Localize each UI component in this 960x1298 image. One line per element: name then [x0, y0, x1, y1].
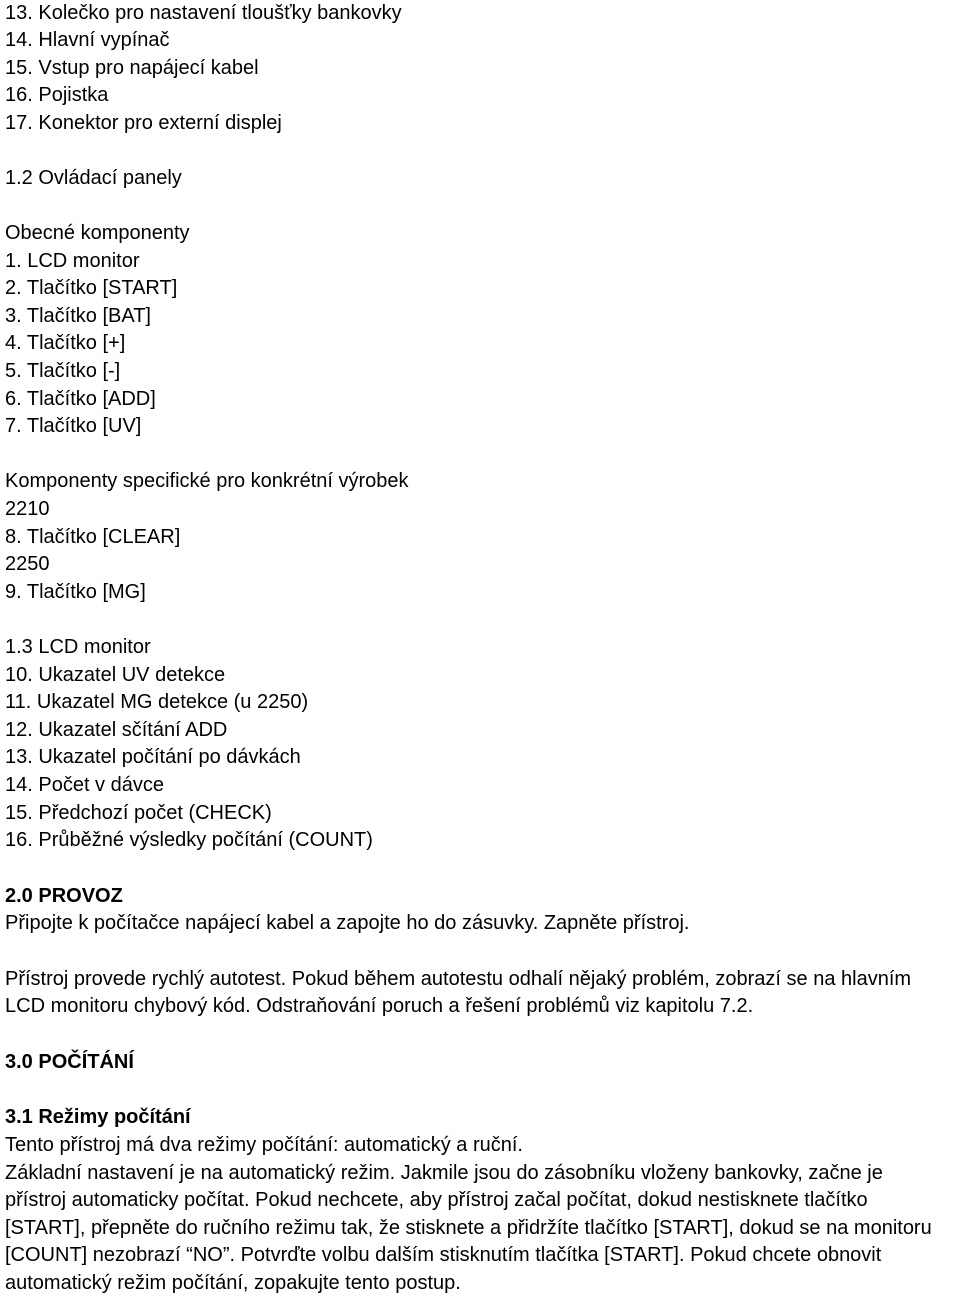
list-item: 16. Průběžné výsledky počítání (COUNT) — [5, 829, 373, 851]
list-item: 5. Tlačítko [-] — [5, 360, 121, 382]
section-heading-3-0: 3.0 POČÍTÁNÍ — [5, 1051, 134, 1073]
list-item: 13. Ukazatel počítání po dávkách — [5, 746, 301, 768]
paragraph-line: LCD monitoru chybový kód. Odstraňování poruch a řešení problémů viz kapitolu 7.2. — [5, 995, 754, 1017]
list-item: 8. Tlačítko [CLEAR] — [5, 526, 181, 548]
list-item: 14. Počet v dávce — [5, 774, 164, 796]
general-components-heading: Obecné komponenty — [5, 222, 190, 244]
list-item: 15. Vstup pro napájecí kabel — [5, 57, 259, 79]
list-item: 9. Tlačítko [MG] — [5, 581, 146, 603]
model-label: 2250 — [5, 553, 50, 575]
list-item: 2. Tlačítko [START] — [5, 277, 178, 299]
paragraph: Tento přístroj má dva režimy počítání: automatický a ruční. — [5, 1134, 523, 1156]
paragraph-line: Základní nastavení je na automatický režim. Jakmile jsou do zásobníku vloženy bankovky, začne je — [5, 1162, 883, 1184]
list-item: 16. Pojistka — [5, 84, 109, 106]
list-item: 15. Předchozí počet (CHECK) — [5, 802, 272, 824]
list-item: 3. Tlačítko [BAT] — [5, 305, 151, 327]
list-item: 12. Ukazatel sčítání ADD — [5, 719, 228, 741]
section-heading-3-1: 3.1 Režimy počítání — [5, 1106, 191, 1128]
section-heading-1-3: 1.3 LCD monitor — [5, 636, 151, 658]
paragraph-line: [START], přepněte do ručního režimu tak, že stisknete a přidržíte tlačítko [START], dokud se na monitoru — [5, 1217, 932, 1239]
list-item: 13. Kolečko pro nastavení tloušťky bankovky — [5, 2, 402, 24]
list-item: 7. Tlačítko [UV] — [5, 415, 142, 437]
list-item: 17. Konektor pro externí displej — [5, 112, 282, 134]
paragraph-line: Přístroj provede rychlý autotest. Pokud během autotestu odhalí nějaký problém, zobrazí se na hlavním — [5, 968, 912, 990]
list-item: 4. Tlačítko [+] — [5, 332, 126, 354]
paragraph-line: [COUNT] nezobrazí “NO”. Potvrďte volbu dalším stisknutím tlačítka [START]. Pokud chcete obnovit — [5, 1244, 882, 1266]
list-item: 14. Hlavní vypínač — [5, 29, 170, 51]
paragraph-line: automatický režim počítání, zopakujte tento postup. — [5, 1272, 461, 1294]
section-heading-2-0: 2.0 PROVOZ — [5, 885, 123, 907]
model-label: 2210 — [5, 498, 50, 520]
list-item: 10. Ukazatel UV detekce — [5, 664, 226, 686]
section-heading-1-2: 1.2 Ovládací panely — [5, 167, 182, 189]
list-item: 6. Tlačítko [ADD] — [5, 388, 156, 410]
list-item: 11. Ukazatel MG detekce (u 2250) — [5, 691, 309, 713]
paragraph: Připojte k počítačce napájecí kabel a zapojte ho do zásuvky. Zapněte přístroj. — [5, 912, 690, 934]
specific-components-heading: Komponenty specifické pro konkrétní výrobek — [5, 470, 409, 492]
paragraph-line: přístroj automaticky počítat. Pokud nechcete, aby přístroj začal počítat, dokud nestisknete tlačítko — [5, 1189, 868, 1211]
list-item: 1. LCD monitor — [5, 250, 140, 272]
